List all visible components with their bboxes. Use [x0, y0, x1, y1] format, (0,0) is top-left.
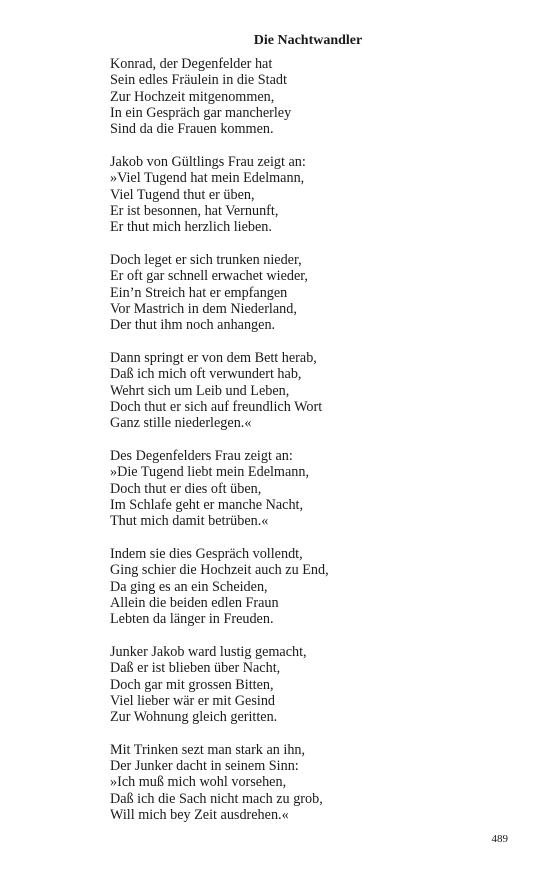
poem-line: Vor Mastrich in dem Niederland, — [110, 300, 297, 317]
poem-line: Zur Wohnung gleich geritten. — [110, 709, 278, 726]
poem-line: Daß ich die Sach nicht mach zu grob, — [110, 790, 323, 807]
poem-line: Er oft gar schnell erwachet wieder, — [110, 268, 308, 285]
poem-line: Daß er ist blieben über Nacht, — [110, 660, 281, 677]
poem-line: Ein’n Streich hat er empfangen — [110, 284, 288, 301]
poem-line: Des Degenfelders Frau zeigt an: — [110, 447, 293, 464]
poem-line: Zur Hochzeit mitgenommen, — [110, 88, 275, 105]
stanza-7 — [110, 644, 510, 725]
stanza-8 — [110, 742, 510, 823]
poem-line: Dann springt er von dem Bett herab, — [110, 349, 317, 366]
poem-line: Ganz stille niederlegen.« — [110, 415, 252, 432]
poem-line: Er thut mich herzlich lieben. — [110, 219, 272, 236]
poem-line: Jakob von Gültlings Frau zeigt an: — [110, 153, 306, 170]
poem-line: Der Junker dacht in seinem Sinn: — [110, 758, 299, 775]
stanza-4 — [110, 350, 510, 431]
poem-line: Daß ich mich oft verwundert hab, — [110, 366, 302, 383]
poem-line: Will mich bey Zeit ausdrehen.« — [110, 807, 289, 824]
poem-line: »Die Tugend liebt mein Edelmann, — [110, 464, 309, 481]
poem-body — [110, 56, 510, 840]
poem-line: Viel lieber wär er mit Gesind — [110, 692, 276, 709]
poem-line: »Ich muß mich wohl vorsehen, — [110, 774, 287, 791]
poem-line: Allein die beiden edlen Fraun — [110, 594, 279, 611]
stanza-2 — [110, 154, 510, 235]
poem-line: Er ist besonnen, hat Vernunft, — [110, 202, 279, 219]
poem-line: Doch leget er sich trunken nieder, — [110, 251, 302, 268]
stanza-6 — [110, 546, 510, 627]
stanza-1 — [110, 56, 510, 137]
poem-line: Konrad, der Degenfelder hat — [110, 56, 273, 72]
stanza-3 — [110, 252, 510, 333]
poem-line: Ging schier die Hochzeit auch zu End, — [110, 562, 329, 579]
poem-line: Doch thut er dies oft üben, — [110, 480, 262, 497]
poem-line: Sind da die Frauen kommen. — [110, 121, 274, 138]
poem-line: Da ging es an ein Scheiden, — [110, 578, 268, 595]
poem-line: Mit Trinken sezt man stark an ihn, — [110, 741, 306, 758]
poem-line: »Viel Tugend hat mein Edelmann, — [110, 170, 305, 187]
poem-line: Wehrt sich um Leib und Leben, — [110, 382, 290, 399]
poem-line: In ein Gespräch gar mancherley — [110, 104, 292, 121]
page-number: 489 — [491, 833, 508, 845]
poem-line: Doch gar mit grossen Bitten, — [110, 676, 274, 693]
stanza-5 — [110, 448, 510, 529]
poem-line: Thut mich damit betrüben.« — [110, 513, 269, 530]
poem-line: Doch thut er sich auf freundlich Wort — [110, 398, 323, 415]
poem-line: Der thut ihm noch anhangen. — [110, 317, 276, 334]
poem-line: Viel Tugend thut er üben, — [110, 186, 255, 203]
poem-line: Indem sie dies Gespräch vollendt, — [110, 545, 303, 562]
poem-line: Lebten da länger in Freuden. — [110, 611, 274, 628]
poem-line: Im Schlafe geht er manche Nacht, — [110, 496, 304, 513]
poem-line: Sein edles Fräulein in die Stadt — [110, 72, 287, 89]
poem-title: Die Nachtwandler — [253, 33, 363, 48]
poem-line: Junker Jakob ward lustig gemacht, — [110, 643, 307, 660]
